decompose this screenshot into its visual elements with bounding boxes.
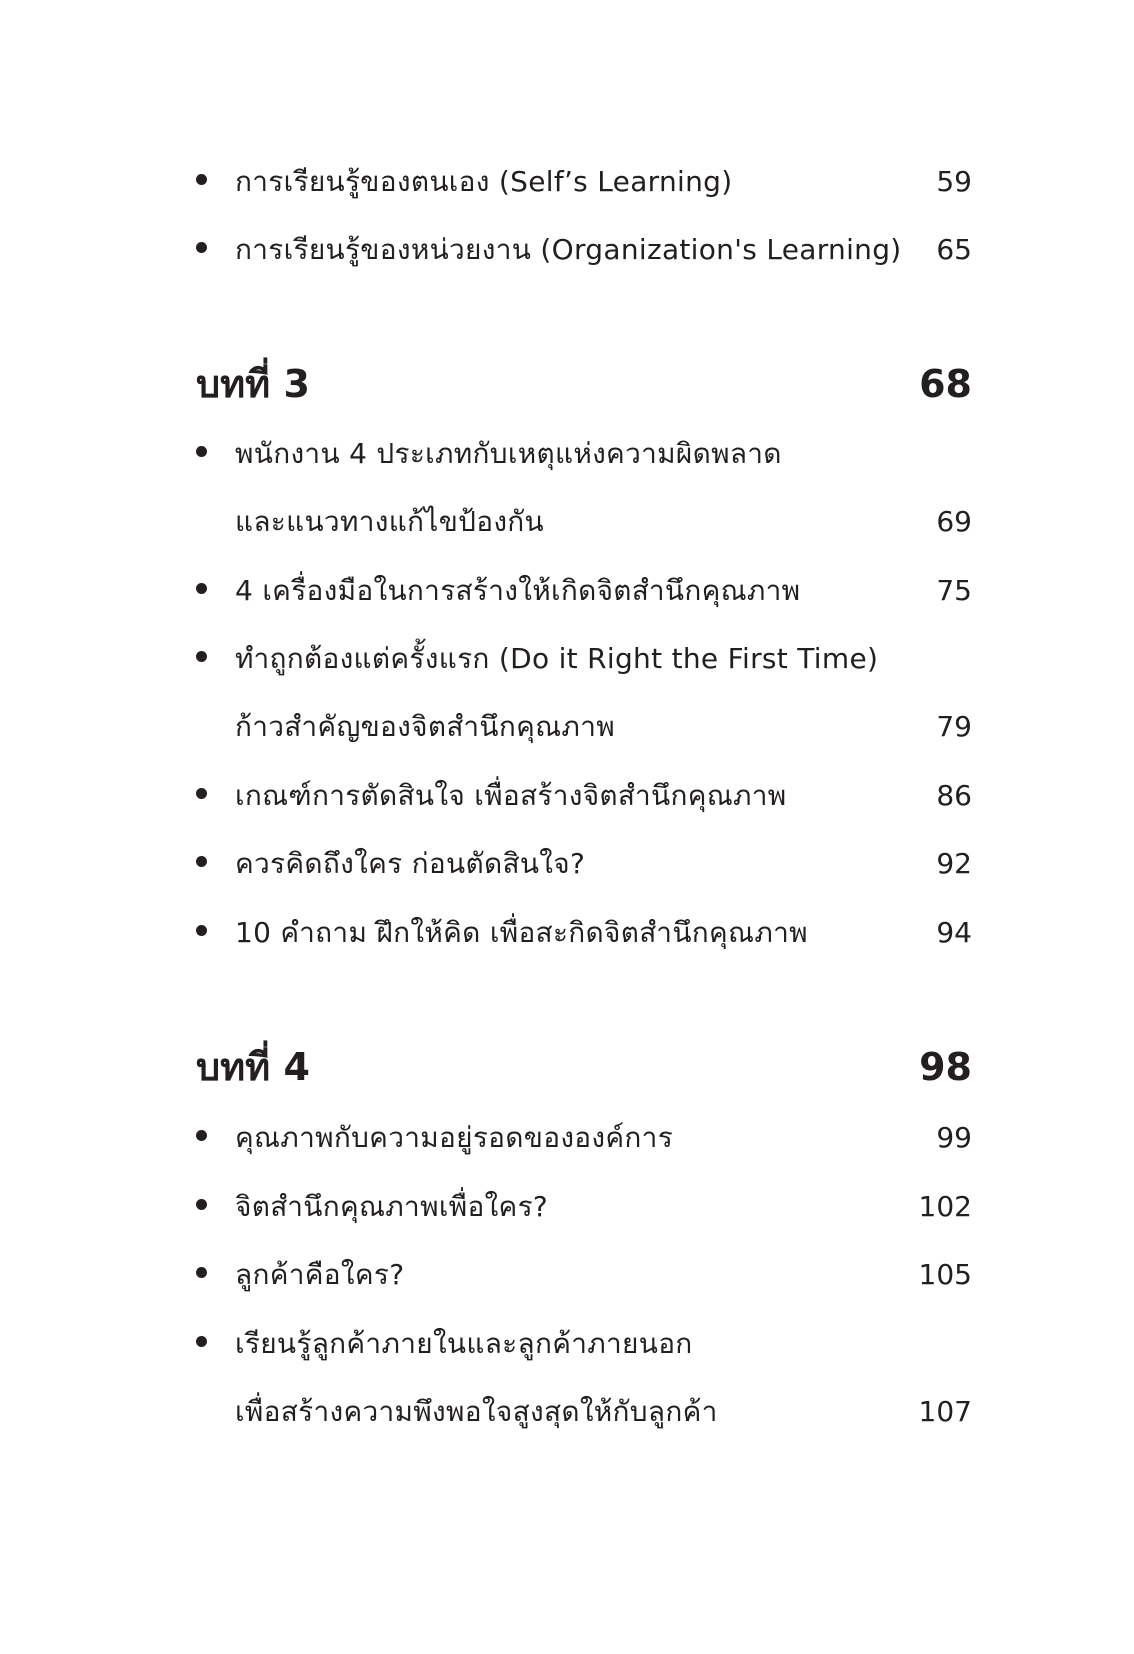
bullet-icon	[196, 651, 207, 662]
bullet-icon	[196, 856, 207, 867]
toc-entry	[196, 1239, 972, 1311]
chapter-title: บทที่ 4	[196, 1045, 310, 1089]
toc-entry-title-line2: เพื่อสร้างความพึงพอใจสูงสุดให้กับลูกค้า	[235, 1395, 718, 1428]
toc-entry	[196, 897, 972, 969]
toc-entry-continuation	[196, 486, 972, 558]
toc-entry-title: เกณฑ์การตัดสินใจ เพื่อสร้างจิตสำนึกคุณภาพ	[235, 779, 787, 812]
toc-entry	[196, 1102, 972, 1174]
toc-entry-page: 65	[936, 233, 972, 266]
toc-entry-page: 107	[918, 1395, 972, 1428]
toc-entry-page: 86	[936, 779, 972, 812]
bullet-icon	[196, 1267, 207, 1278]
bullet-icon	[196, 1336, 207, 1347]
toc-entry-title: ลูกค้าคือใคร?	[235, 1258, 405, 1291]
toc-entry-title: 10 คำถาม ฝึกให้คิด เพื่อสะกิดจิตสำนึกคุณภาพ	[235, 916, 808, 949]
toc-entry	[196, 555, 972, 627]
toc-entry	[196, 1171, 972, 1243]
bullet-icon	[196, 242, 207, 253]
toc-entry-title-line2: และแนวทางแก้ไขป้องกัน	[235, 505, 544, 538]
chapter-heading	[196, 1027, 972, 1107]
toc-entry	[196, 623, 972, 695]
bullet-icon	[196, 174, 207, 185]
bullet-icon	[196, 446, 207, 457]
toc-entry	[196, 214, 972, 286]
toc-entry-continuation	[196, 691, 972, 763]
toc-entry	[196, 828, 972, 900]
toc-entry-page: 69	[936, 505, 972, 538]
toc-entry-continuation	[196, 1376, 972, 1448]
toc-entry-title: คุณภาพกับความอยู่รอดขององค์การ	[235, 1121, 674, 1154]
toc-entry-title: ทำถูกต้องแต่ครั้งแรก (Do it Right the First Time)	[235, 642, 879, 675]
toc-entry-page: 94	[936, 916, 972, 949]
toc-entry-title: พนักงาน 4 ประเภทกับเหตุแห่งความผิดพลาด	[235, 437, 782, 470]
toc-entry-page: 59	[936, 165, 972, 198]
toc-entry-title: จิตสำนึกคุณภาพเพื่อใคร?	[235, 1190, 549, 1223]
toc-entry	[196, 760, 972, 832]
chapter-page: 68	[919, 362, 972, 406]
toc-entry-title: เรียนรู้ลูกค้าภายในและลูกค้าภายนอก	[235, 1327, 693, 1360]
toc-entry	[196, 418, 972, 490]
toc-entry-page: 79	[936, 710, 972, 743]
toc-entry-title: การเรียนรู้ของหน่วยงาน (Organization's Learning)	[235, 233, 902, 266]
toc-entry	[196, 1308, 972, 1380]
toc-entry-title-line2: ก้าวสำคัญของจิตสำนึกคุณภาพ	[235, 710, 615, 743]
bullet-icon	[196, 925, 207, 936]
toc-entry-title: ควรคิดถึงใคร ก่อนตัดสินใจ?	[235, 847, 586, 880]
toc-entry-page: 102	[918, 1190, 972, 1223]
chapter-heading	[196, 344, 972, 424]
bullet-icon	[196, 583, 207, 594]
chapter-page: 98	[919, 1045, 972, 1089]
toc-entry-page: 105	[918, 1258, 972, 1291]
toc-entry	[196, 146, 972, 218]
chapter-title: บทที่ 3	[196, 362, 310, 406]
toc-entry-title: 4 เครื่องมือในการสร้างให้เกิดจิตสำนึกคุณภาพ	[235, 574, 801, 607]
bullet-icon	[196, 1130, 207, 1141]
toc-entry-page: 75	[936, 574, 972, 607]
bullet-icon	[196, 1199, 207, 1210]
bullet-icon	[196, 788, 207, 799]
toc-entry-title: การเรียนรู้ของตนเอง (Self’s Learning)	[235, 165, 733, 198]
toc-entry-page: 92	[936, 847, 972, 880]
toc-entry-page: 99	[936, 1121, 972, 1154]
